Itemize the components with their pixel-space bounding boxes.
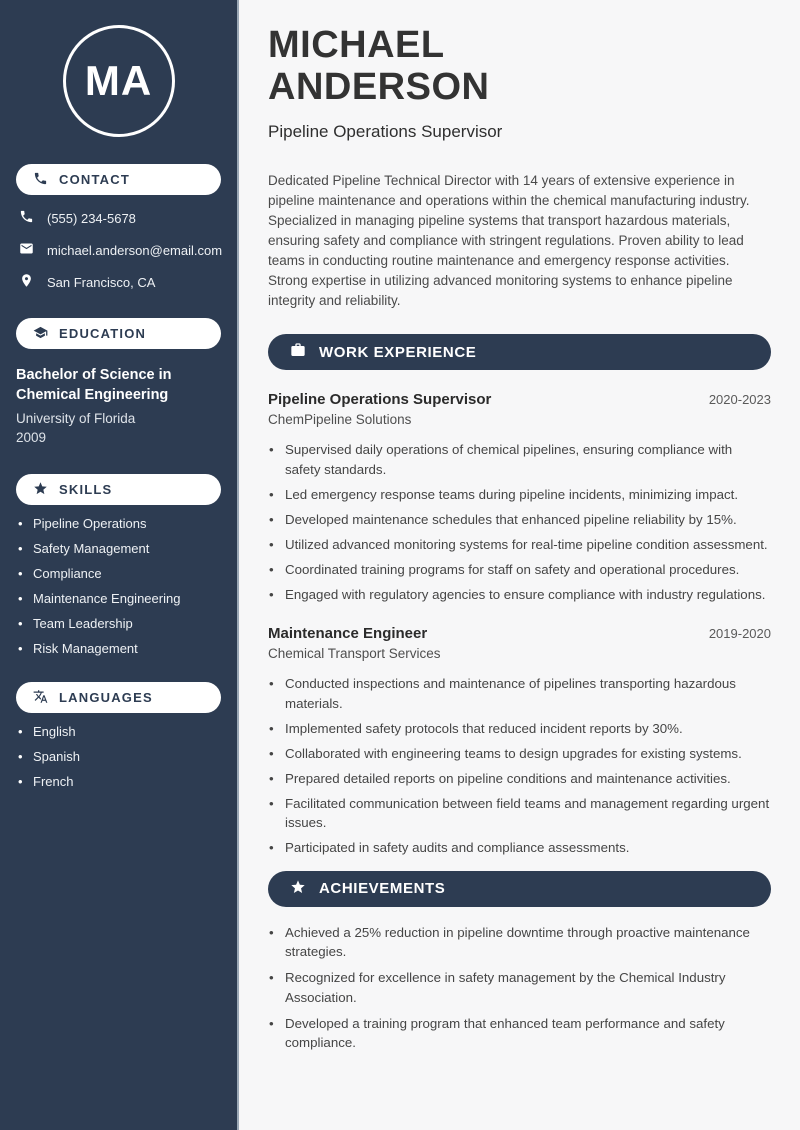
skill-item: • Safety Management	[16, 542, 221, 555]
job-title: Pipeline Operations Supervisor	[268, 391, 492, 408]
contact-section-header	[16, 164, 221, 195]
main-content	[239, 0, 800, 1130]
profile-title: Pipeline Operations Supervisor	[268, 122, 503, 141]
job-entry	[268, 625, 771, 858]
contact-header-label: CONTACT	[59, 172, 130, 187]
contact-location-value: San Francisco, CA	[47, 274, 156, 290]
job-bullet: • Led emergency response teams during pipeline incidents, minimizing impact.	[268, 485, 771, 505]
achievements-header-label: ACHIEVEMENTS	[319, 880, 446, 897]
job-entry	[268, 391, 771, 604]
skills-section-header	[16, 474, 221, 505]
job-bullet: • Supervised daily operations of chemical pipelines, ensuring compliance with safety standards.	[268, 440, 771, 479]
job-bullet: • Utilized advanced monitoring systems for real-time pipeline condition assessment.	[268, 535, 771, 555]
achievements-section-header	[268, 871, 771, 907]
mail-icon	[16, 241, 34, 259]
skill-item: • Team Leadership	[16, 617, 221, 630]
language-item: • French	[16, 775, 221, 788]
phone-icon	[33, 171, 48, 189]
job-bullet: • Implemented safety protocols that reduced incident reports by 30%.	[268, 719, 771, 739]
job-head	[268, 625, 771, 642]
education-school: University of Florida	[16, 411, 136, 426]
job-bullet-list	[268, 674, 771, 858]
avatar-initials: MA	[84, 57, 153, 104]
education-degree: Bachelor of Science in Chemical Engineering	[16, 367, 172, 403]
contact-location-row	[16, 273, 221, 291]
graduation-cap-icon	[33, 325, 48, 343]
languages-section-header	[16, 682, 221, 713]
skills-header-label: SKILLS	[59, 482, 113, 497]
job-bullet: • Participated in safety audits and compliance assessments.	[268, 838, 771, 858]
contact-phone-value: (555) 234-5678	[47, 210, 136, 226]
work-experience-header-label: WORK EXPERIENCE	[319, 343, 477, 361]
education-section-header	[16, 318, 221, 349]
job-company: Chemical Transport Services	[268, 646, 441, 661]
job-head	[268, 391, 771, 408]
skills-list	[16, 517, 221, 655]
contact-email-row	[16, 241, 221, 259]
contact-phone-row	[16, 209, 221, 227]
job-dates: 2020-2023	[708, 392, 771, 407]
job-bullet: • Prepared detailed reports on pipeline conditions and maintenance activities.	[268, 769, 771, 789]
skill-item: • Pipeline Operations	[16, 517, 221, 530]
work-experience-section-header	[268, 334, 771, 370]
achievement-bullet: • Achieved a 25% reduction in pipeline downtime through proactive maintenance strategies.	[268, 923, 771, 962]
contact-list	[16, 209, 221, 291]
achievements-list	[268, 923, 771, 1053]
sidebar	[0, 0, 239, 1130]
skill-item: • Maintenance Engineering	[16, 592, 221, 605]
job-bullet: • Conducted inspections and maintenance of pipelines transporting hazardous materials.	[268, 674, 771, 713]
languages-list	[16, 725, 221, 788]
contact-email-value: michael.anderson@email.com	[47, 242, 223, 258]
education-header-label: EDUCATION	[59, 326, 147, 341]
star-icon	[290, 879, 306, 899]
skill-item: • Risk Management	[16, 642, 221, 655]
education-year: 2009	[16, 430, 47, 445]
avatar	[63, 25, 175, 137]
language-item: • English	[16, 725, 221, 738]
job-bullet: • Facilitated communication between field teams and management regarding urgent issues.	[268, 794, 771, 833]
star-icon	[33, 481, 48, 499]
achievement-bullet: • Recognized for excellence in safety management by the Chemical Industry Association.	[268, 968, 771, 1007]
job-bullet: • Engaged with regulatory agencies to ensure compliance with industry regulations.	[268, 585, 771, 605]
name-last: ANDERSON	[268, 66, 490, 108]
achievement-bullet: • Developed a training program that enhanced team performance and safety compliance.	[268, 1014, 771, 1053]
profile-summary: Dedicated Pipeline Technical Director with 14 years of extensive experience in pipeline maintenance and operations within the chemical manufacturing industry. Specialized in managing pipeline systems that transport hazardous materials, ensuring safety and compliance with stringent regulations. Proven ability to lead teams in conducting routine maintenance and emergency response activities. Strong expertise in utilizing advanced monitoring systems to enhance pipeline integrity and reliability.	[268, 173, 750, 308]
job-bullet-list	[268, 440, 771, 604]
job-title: Maintenance Engineer	[268, 625, 428, 642]
job-bullet: • Developed maintenance schedules that enhanced pipeline reliability by 15%.	[268, 510, 771, 530]
language-item: • Spanish	[16, 750, 221, 763]
job-company: ChemPipeline Solutions	[268, 412, 412, 427]
phone-icon	[16, 209, 34, 227]
job-bullet: • Coordinated training programs for staff on safety and operational procedures.	[268, 560, 771, 580]
job-dates: 2019-2020	[708, 626, 771, 641]
avatar-wrap	[16, 25, 221, 137]
languages-header-label: LANGUAGES	[59, 690, 153, 705]
name-first: MICHAEL	[268, 24, 445, 66]
skill-item: • Compliance	[16, 567, 221, 580]
job-bullet: • Collaborated with engineering teams to design upgrades for existing systems.	[268, 744, 771, 764]
briefcase-icon	[290, 342, 306, 362]
translate-icon	[33, 689, 48, 707]
location-pin-icon	[16, 273, 34, 291]
